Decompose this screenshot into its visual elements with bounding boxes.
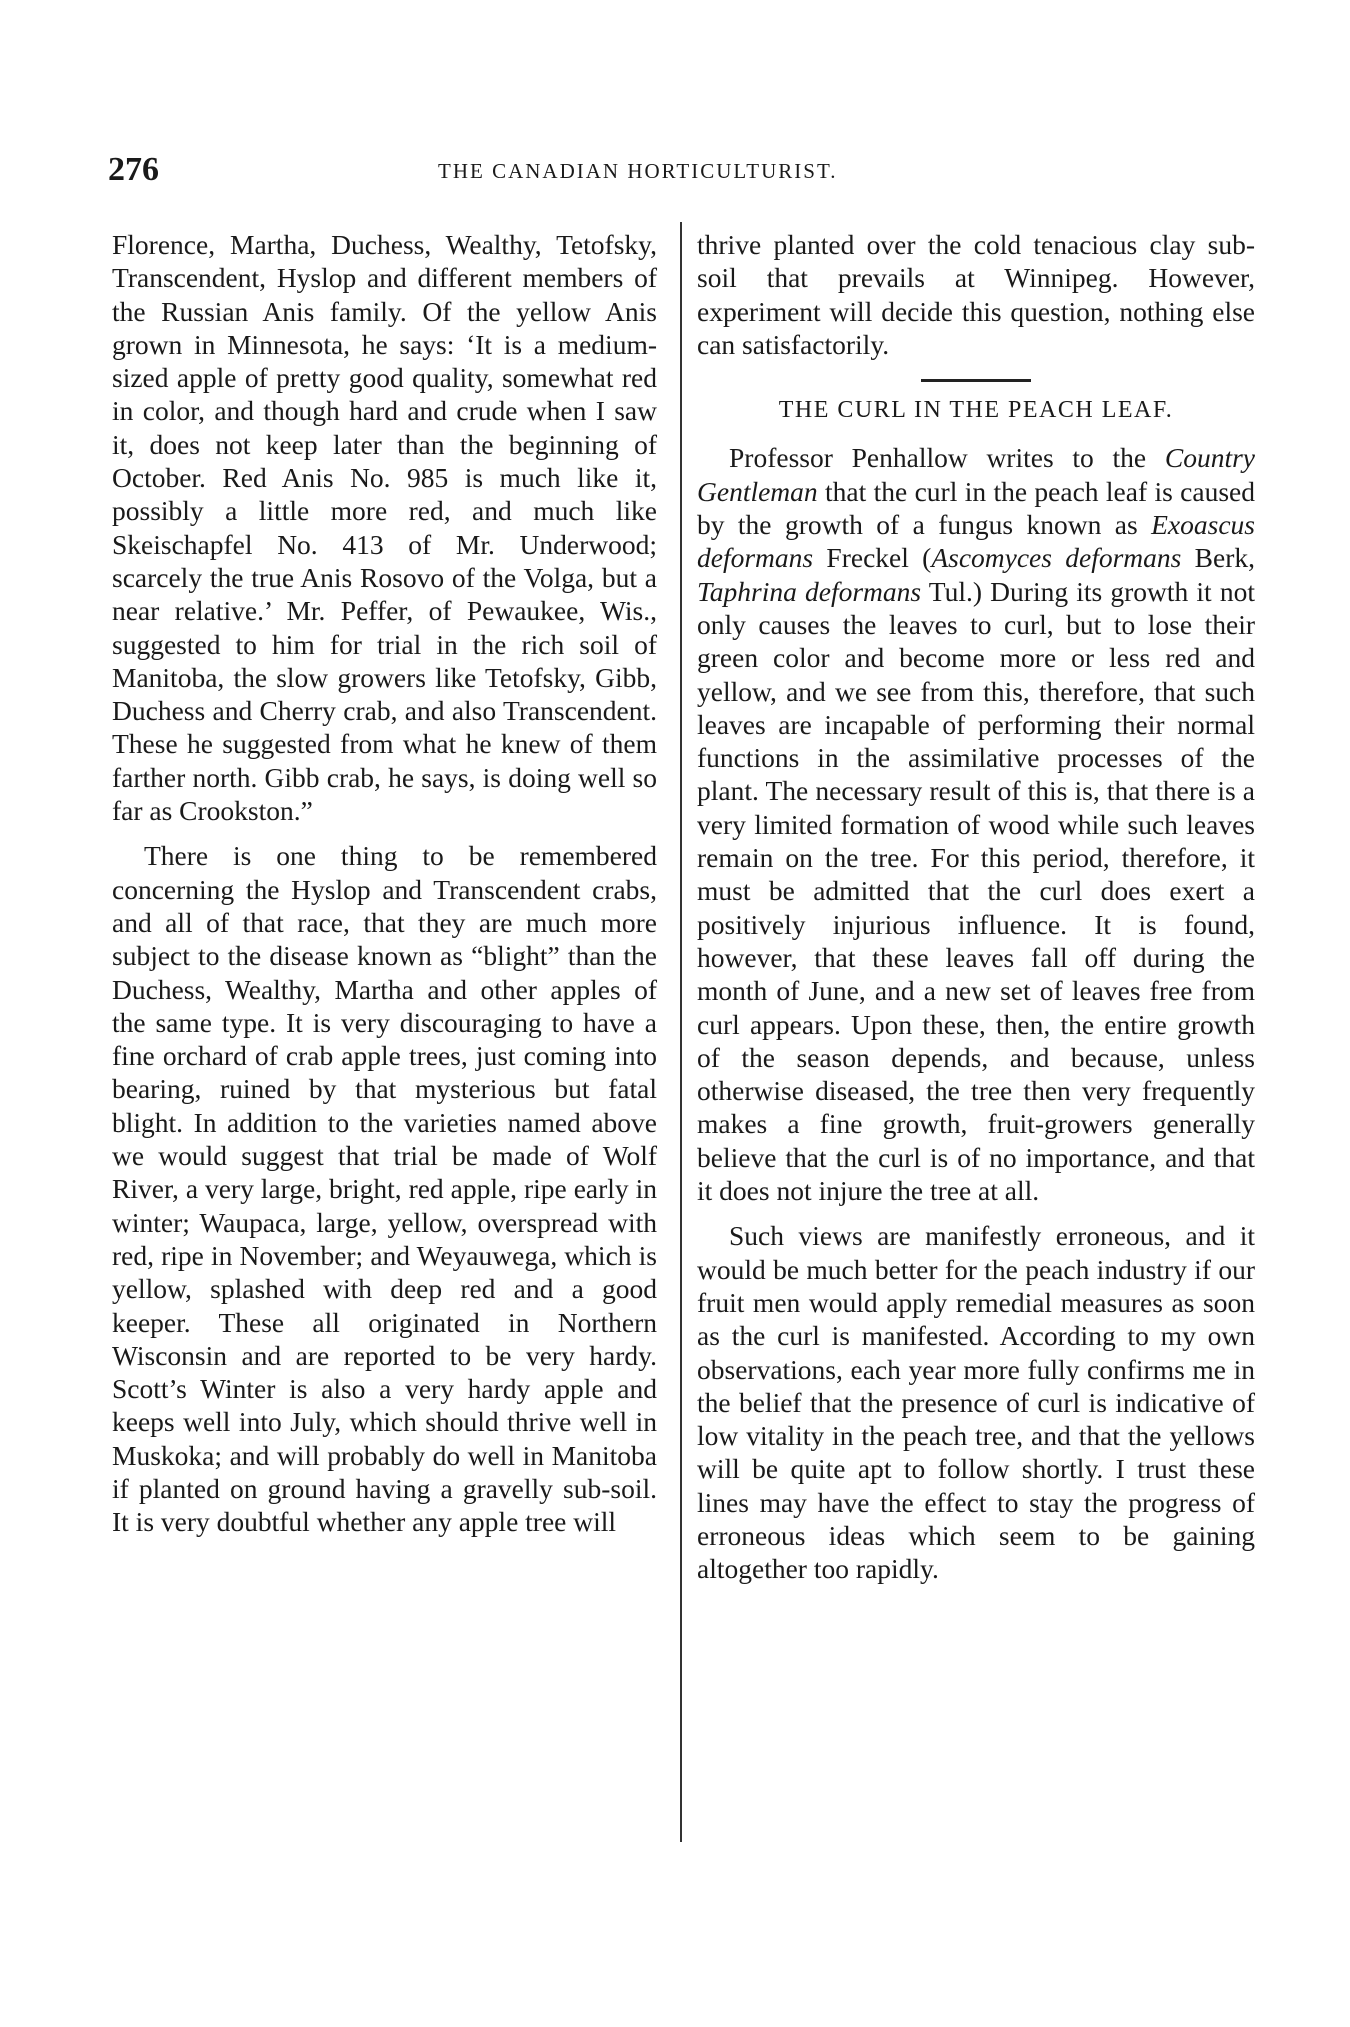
left-column	[112, 228, 657, 1551]
section-separator-rule	[921, 379, 1031, 382]
right-paragraph-erroneous: Such views are manifestly erroneous, and it would be much better for the peach industry if our fruit men would apply remedial measures as soon as the curl is manifested. According to my own observations, each year more fully confirms me in the belief that the presence of curl is indicative of low vitality in the peach tree, and that the yellows will be quite apt to follow shortly. I trust these lines may have the effect to stay the progress of erroneous ideas which seem to be gaining altogether too rapidly.	[697, 1220, 1255, 1585]
page-number: 276	[108, 151, 159, 188]
italic-species: Taphrina deformans	[697, 575, 922, 607]
section-title: THE CURL IN THE PEACH LEAF.	[778, 397, 1174, 424]
left-paragraph-continued: Florence, Martha, Duchess, Wealthy, Tetofsky, Transcendent, Hyslop and different members of the Russian Anis family. Of the yellow Anis grown in Minnesota, he says: ‘It is a medium-sized apple of pretty good quality, somewhat red in color, and though hard and crude when I saw it, does not keep later than the beginning of October. Red Anis No. 985 is much like it, possibly a little more red, and much like Skeischapfel No. 413 of Mr. Underwood; scarcely the true Anis Rosovo of the Volga, but a near relative.’ Mr. Peffer, of Pewaukee, Wis., suggested to him for trial in the rich soil of Manitoba, the slow growers like Tetofsky, Gibb, Duchess and Cherry crab, and also Transcendent. These he suggested from what he knew of them farther north. Gibb crab, he says, is doing well so far as Crookston.”	[112, 229, 657, 827]
italic-species: Exoascus deformans	[697, 509, 1255, 574]
italic-publication: Country Gentleman	[697, 442, 1255, 507]
text-run: Tul.) During its growth it not only causes the leaves to curl, but to lose their green color and become more or less red and yellow, and we see from this, therefore, that such leaves are incapable of performing their normal functions in the assimilative processes of the plant. The necessary result of this is, that there is a very limited formation of wood while such leaves remain on the tree. For this period, therefore, it must be admitted that the curl does exert a positively injurious influence. It is found, however, that these leaves fall off during the month of June, and a new set of leaves free from curl appears. Upon these, then, the entire growth of the season depends, and because, unless otherwise diseased, the tree then very frequently makes a fine growth, fruit-growers generally believe that the curl is of no importance, and that it does not injure the tree at all.	[697, 575, 1255, 1207]
text-run: that the curl in the peach leaf is caused by the growth of a fungus known as	[697, 475, 1255, 541]
italic-species: Ascomyces deformans	[931, 542, 1182, 574]
text-run: Freckel (	[813, 542, 932, 574]
column-divider	[680, 222, 682, 1842]
left-paragraph-blight: There is one thing to be remembered concerning the Hyslop and Transcendent crabs, and all of that race, that they are much more subject to the disease known as “blight” than the Duchess, Wealthy, Martha and other apples of the same type. It is very discouraging to have a fine orchard of crab apple trees, just coming into bearing, ruined by that mysterious but fatal blight. In addition to the varieties named above we would suggest that trial be made of Wolf River, a very large, bright, red apple, ripe early in winter; Waupaca, large, yellow, overspread with red, ripe in November; and Weyauwega, which is yellow, splashed with deep red and a good keeper. These all originated in Northern Wisconsin and are reported to be very hardy. Scott’s Winter is also a very hardy apple and keeps well into July, which should thrive well in Muskoka; and will probably do well in Manitoba if planted on ground having a gravelly sub-soil. It is very doubtful whether any apple tree will	[112, 840, 657, 1538]
right-paragraph-continued: thrive planted over the cold tenacious clay sub-soil that prevails at Winnipeg. However, experiment will decide this question, nothing else can satisfactorily.	[697, 229, 1255, 360]
right-column	[697, 228, 1255, 1598]
running-title: THE CANADIAN HORTICULTURIST.	[438, 159, 838, 183]
page-header	[108, 150, 1258, 190]
text-run: Professor Penhallow writes to the	[729, 442, 1165, 474]
right-paragraph-penhallow	[697, 441, 1255, 1207]
text-run: Berk,	[1181, 542, 1255, 574]
